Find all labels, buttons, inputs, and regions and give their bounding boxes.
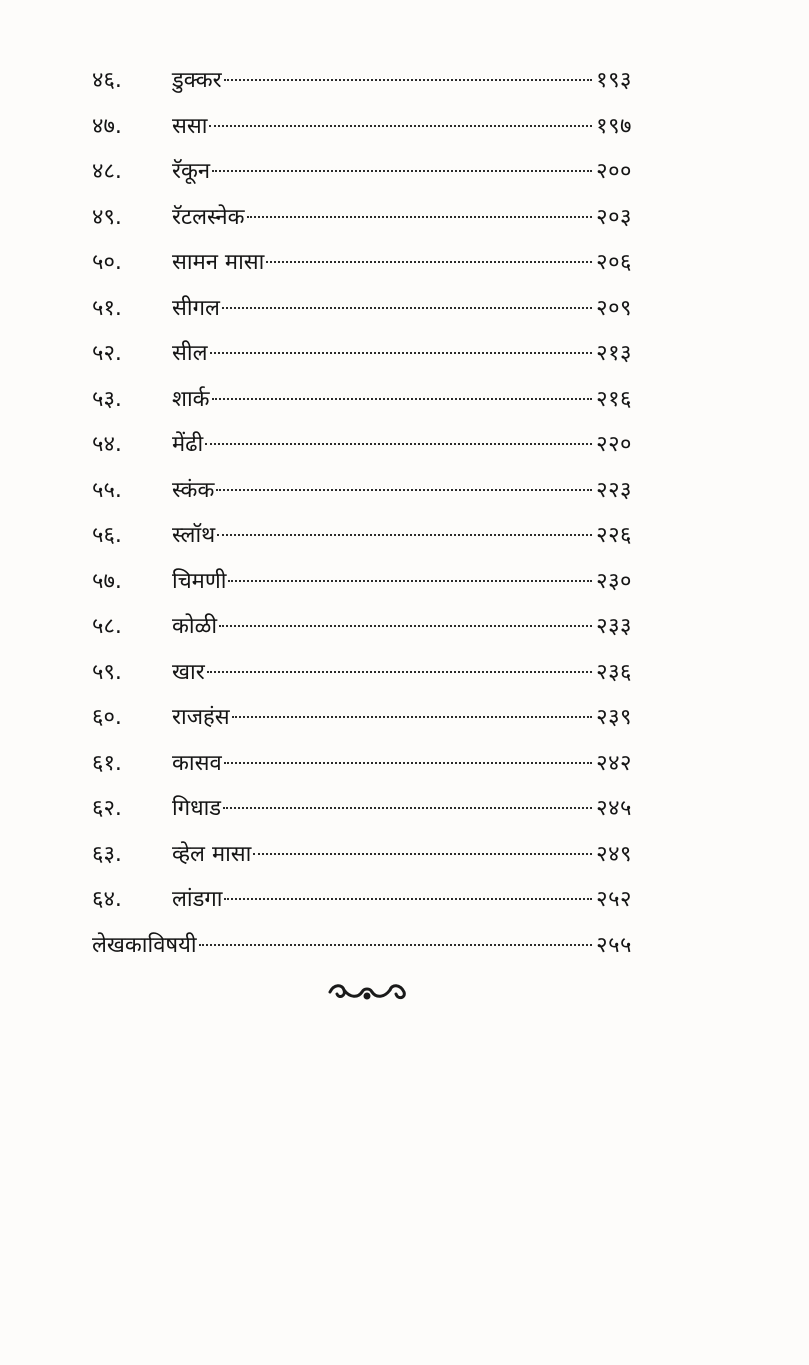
toc-entry-number: ५८. (92, 614, 122, 639)
toc-entry (92, 292, 632, 338)
toc-entry (92, 110, 632, 156)
toc-entry-page: २२६ (596, 523, 632, 548)
dot-leader (223, 807, 592, 809)
toc-entry (92, 246, 632, 292)
toc-entry-number: ४७. (92, 113, 122, 139)
toc-entry-page: २२३ (596, 477, 632, 503)
toc-entry-title: सील (172, 341, 208, 366)
dot-leader (207, 671, 592, 673)
dot-leader (199, 944, 593, 946)
toc-entry-title: रॅकून (172, 159, 211, 184)
toc-entry-page: २३६ (596, 659, 632, 685)
toc-entry-title: मेंढी (172, 432, 204, 457)
table-of-contents (92, 64, 632, 974)
toc-entry-title: कोळी (172, 614, 218, 639)
toc-entry-page: १९३ (596, 68, 632, 93)
dot-leader (266, 261, 592, 263)
toc-entry-title: ससा (172, 113, 208, 139)
toc-entry-number: ६१. (92, 750, 122, 776)
toc-entry-title: व्हेल मासा (172, 841, 252, 867)
toc-entry-number: ४६. (92, 68, 122, 93)
toc-entry-title: स्लॉथ (172, 523, 216, 548)
toc-entry (92, 64, 632, 110)
toc-entry-page: २४२ (596, 750, 632, 776)
dot-leader (224, 898, 592, 900)
toc-entry (92, 656, 632, 702)
toc-entry (92, 201, 632, 247)
toc-entry (92, 610, 632, 656)
toc-entry-number: ५७. (92, 568, 122, 594)
toc-entry-page: २४९ (596, 841, 632, 867)
toc-entry-about-author (92, 929, 632, 975)
toc-entry (92, 792, 632, 838)
toc-entry (92, 519, 632, 565)
dot-leader (212, 398, 593, 400)
toc-entry-number: ५२. (92, 341, 122, 366)
toc-entry-title: स्कंक (172, 477, 215, 503)
dot-leader (210, 352, 593, 354)
toc-entry-title: कासव (172, 750, 222, 776)
toc-entry-page: २३० (596, 568, 632, 594)
toc-entry-number: ५३. (92, 386, 122, 412)
dot-leader (222, 307, 592, 309)
toc-entry-title: लेखकाविषयी (92, 932, 197, 958)
dot-leader (232, 716, 593, 718)
dot-leader (212, 170, 592, 172)
toc-entry-page: २०० (596, 159, 632, 184)
toc-entry-page: २१३ (596, 341, 632, 366)
dot-leader (224, 79, 593, 81)
toc-entry-title: सीगल (172, 295, 220, 321)
toc-entry (92, 155, 632, 201)
toc-entry-number: ४९. (92, 204, 122, 230)
toc-entry-page: २३३ (596, 614, 632, 639)
toc-entry-page: २५५ (596, 932, 632, 958)
toc-entry-title: शार्क (172, 386, 210, 412)
toc-entry (92, 838, 632, 884)
dot-leader (217, 534, 592, 536)
toc-entry-number: ६३. (92, 841, 122, 867)
toc-entry-number: ५४. (92, 432, 122, 457)
toc-entry-page: २०६ (596, 250, 632, 275)
toc-entry (92, 565, 632, 611)
toc-entry (92, 701, 632, 747)
toc-entry-title: चिमणी (172, 568, 227, 594)
toc-entry-number: ६२. (92, 796, 122, 821)
toc-entry-title: डुक्कर (172, 68, 222, 93)
toc-entry-page: २५२ (596, 887, 632, 912)
toc-entry-page: १९७ (596, 113, 632, 139)
toc-entry (92, 883, 632, 929)
dot-leader (209, 125, 592, 127)
toc-entry-title: रॅटलस्नेक (172, 204, 245, 230)
toc-entry (92, 383, 632, 429)
ornamental-divider-icon (326, 976, 408, 1010)
toc-entry-title: राजहंस (172, 705, 230, 730)
toc-entry (92, 337, 632, 383)
toc-entry-page: २०९ (596, 295, 632, 321)
toc-entry (92, 747, 632, 793)
toc-entry-title: सामन मासा (172, 250, 265, 275)
dot-leader (216, 489, 592, 491)
dot-leader (228, 580, 592, 582)
dot-leader (224, 762, 592, 764)
toc-entry-title: लांडगा (172, 887, 223, 912)
toc-entry-number: ६०. (92, 705, 122, 730)
toc-entry-page: २४५ (596, 796, 632, 821)
toc-entry-page: २२० (596, 432, 632, 457)
toc-entry (92, 474, 632, 520)
toc-entry (92, 428, 632, 474)
dot-leader (247, 216, 593, 218)
toc-entry-page: २१६ (596, 386, 632, 412)
toc-entry-number: ५०. (92, 250, 122, 275)
dot-leader (219, 625, 592, 627)
toc-entry-number: ६४. (92, 887, 122, 912)
dot-leader (253, 853, 592, 855)
toc-entry-number: ५९. (92, 659, 122, 685)
toc-entry-number: ५१. (92, 295, 122, 321)
dot-leader (205, 443, 592, 445)
toc-entry-title: गिधाड (172, 796, 222, 821)
toc-entry-number: ५५. (92, 477, 122, 503)
toc-entry-title: खार (172, 659, 205, 685)
toc-entry-number: ५६. (92, 523, 122, 548)
toc-entry-page: २३९ (596, 705, 632, 730)
toc-entry-number: ४८. (92, 159, 122, 184)
toc-entry-page: २०३ (596, 204, 632, 230)
